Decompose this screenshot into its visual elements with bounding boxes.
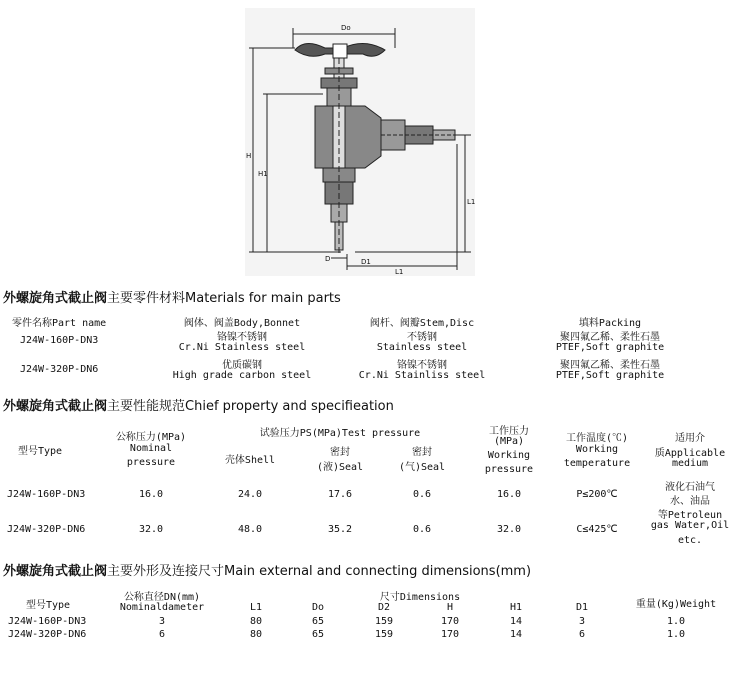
dim-row1-model: J24W-160P-DN3 [8, 616, 87, 627]
dim-row2-weight: 1.0 [666, 629, 686, 640]
dimensions-title-rest: 主要外形及连接尺寸Main external and connecting dimensions(mm) [107, 564, 532, 579]
prop-header-test: 试验压力PS(MPa)Test pressure [259, 428, 421, 439]
prop-header-type: 型号Type [18, 446, 63, 457]
prop-row1-seal-liquid: 17.6 [327, 489, 353, 500]
mat-header-body: 阀体、阀盖Body,Bonnet [183, 318, 301, 329]
dim-header-weight: 重量(Kg)Weight [635, 599, 717, 610]
materials-title [3, 287, 341, 306]
dim-header-dn-2: Nominaldameter [119, 602, 205, 613]
prop-header-temp-3: temperature [563, 458, 631, 469]
label-h1: H1 [258, 170, 268, 178]
dim-col-d1: D1 [575, 602, 589, 613]
prop-row1-nominal: 16.0 [138, 489, 164, 500]
dimensions-title-bold: 外螺旋角式截止阀 [3, 564, 108, 579]
mat-row1-stem-cn: 不锈钢 [407, 332, 437, 343]
dim-col-l1: L1 [249, 602, 263, 613]
dim-header-dn-1: 公称直径DN(mm) [123, 592, 201, 603]
dim-row1-h: 170 [440, 616, 460, 627]
label-h: H [246, 152, 252, 160]
mat-row1-model: J24W-160P-DN3 [20, 335, 99, 346]
prop-header-working-3: Working [487, 450, 531, 461]
prop-medium-3: 等Petroleun [657, 510, 723, 521]
prop-header-working-4: pressure [484, 464, 534, 475]
prop-row2-seal-gas: 0.6 [412, 524, 432, 535]
mat-row1-pack-cn: 聚四氟乙稀、柔性石墨 [560, 332, 660, 343]
dim-row1-weight: 1.0 [666, 616, 686, 627]
valve-drawing [245, 8, 475, 276]
dim-row1-h1: 14 [509, 616, 523, 627]
dim-row1-d2: 159 [374, 616, 394, 627]
prop-header-working-2: (MPa) [493, 436, 525, 447]
prop-row2-temp: C≤425℃ [576, 524, 618, 535]
dim-col-h: H [446, 602, 454, 613]
mat-header-part: 零件名称Part name [12, 318, 107, 329]
dim-col-h1: H1 [509, 602, 523, 613]
prop-medium-5: etc. [677, 535, 703, 546]
dim-row2-dn: 6 [158, 629, 166, 640]
prop-header-medium-2: 质Applicable [654, 448, 726, 459]
dim-row2-do: 65 [311, 629, 325, 640]
dim-row1-dn: 3 [158, 616, 166, 627]
dimensions-title [3, 560, 531, 579]
prop-header-nominal-1: 公称压力(MPa) [115, 432, 187, 443]
dim-header-dimensions: 尺寸Dimensions [379, 592, 461, 603]
prop-medium-2: 水、油品 [670, 496, 710, 507]
prop-header-medium-1: 适用介 [675, 433, 705, 444]
dim-row2-d2: 159 [374, 629, 394, 640]
materials-title-bold: 外螺旋角式截止阀 [3, 291, 108, 306]
prop-header-seal-liquid-1: 密封 [330, 447, 350, 458]
prop-row2-nominal: 32.0 [138, 524, 164, 535]
mat-row2-body-en: High grade carbon steel [172, 370, 312, 381]
dim-row1-d1: 3 [578, 616, 586, 627]
mat-row2-pack-en: PTEF,Soft graphite [555, 370, 665, 381]
dim-col-do: Do [311, 602, 325, 613]
property-title-bold: 外螺旋角式截止阀 [3, 399, 108, 414]
prop-header-medium-3: medium [671, 458, 709, 469]
mat-row2-model: J24W-320P-DN6 [20, 364, 99, 375]
dim-header-type: 型号Type [26, 600, 71, 611]
mat-row1-pack-en: PTEF,Soft graphite [555, 342, 665, 353]
mat-header-packing: 填料Packing [578, 318, 642, 329]
dim-row2-l1: 80 [249, 629, 263, 640]
dim-row1-l1: 80 [249, 616, 263, 627]
prop-row1-temp: P≤200℃ [576, 489, 618, 500]
mat-header-stem: 阀杆、阀瓣Stem,Disc [369, 318, 475, 329]
prop-header-working-1: 工作压力 [489, 426, 529, 437]
label-l1-bottom: L1 [395, 268, 404, 276]
prop-header-nominal-3: pressure [126, 457, 176, 468]
prop-row1-shell: 24.0 [237, 489, 263, 500]
prop-row2-shell: 48.0 [237, 524, 263, 535]
prop-row1-model: J24W-160P-DN3 [7, 489, 86, 500]
dim-row2-model: J24W-320P-DN6 [8, 629, 87, 640]
label-d: D [325, 255, 331, 263]
prop-medium-1: 液化石油气 [665, 482, 715, 493]
mat-row2-pack-cn: 聚四氟乙稀、柔性石墨 [560, 360, 660, 371]
valve-cross-section-icon [245, 8, 475, 276]
prop-row1-seal-gas: 0.6 [412, 489, 432, 500]
prop-header-nominal-2: Nominal [129, 443, 173, 454]
property-title [3, 395, 394, 414]
label-l1-right: L1 [467, 198, 475, 206]
label-d1: D1 [361, 258, 371, 266]
prop-header-seal-gas-1: 密封 [412, 447, 432, 458]
dim-row2-h1: 14 [509, 629, 523, 640]
mat-row1-stem-en: Stainless steel [376, 342, 468, 353]
prop-header-temp-2: Working [575, 444, 619, 455]
prop-row2-seal-liquid: 35.2 [327, 524, 353, 535]
dim-row1-do: 65 [311, 616, 325, 627]
prop-header-shell: 壳体Shell [224, 455, 276, 466]
property-title-rest: 主要性能规范Chief property and specifieation [107, 399, 394, 414]
prop-medium-4: gas Water,Oil [650, 520, 730, 531]
prop-row2-working: 32.0 [496, 524, 522, 535]
prop-row1-working: 16.0 [496, 489, 522, 500]
mat-row2-body-cn: 优质碳钢 [222, 360, 262, 371]
dim-col-d2: D2 [377, 602, 391, 613]
mat-row2-stem-en: Cr.Ni Stainliss steel [358, 370, 486, 381]
prop-row2-model: J24W-320P-DN6 [7, 524, 86, 535]
prop-header-seal-liquid-2: (液)Seal [316, 462, 364, 473]
prop-header-seal-gas-2: (气)Seal [398, 462, 446, 473]
dim-row2-h: 170 [440, 629, 460, 640]
mat-row1-body-cn: 铬镍不锈钢 [217, 332, 267, 343]
dim-row2-d1: 6 [578, 629, 586, 640]
prop-header-temp-1: 工作温度(℃) [565, 433, 629, 444]
mat-row1-body-en: Cr.Ni Stainless steel [178, 342, 306, 353]
mat-row2-stem-cn: 铬镍不锈钢 [397, 360, 447, 371]
materials-title-rest: 主要零件材料Materials for main parts [107, 291, 341, 306]
label-do: Do [341, 24, 351, 32]
